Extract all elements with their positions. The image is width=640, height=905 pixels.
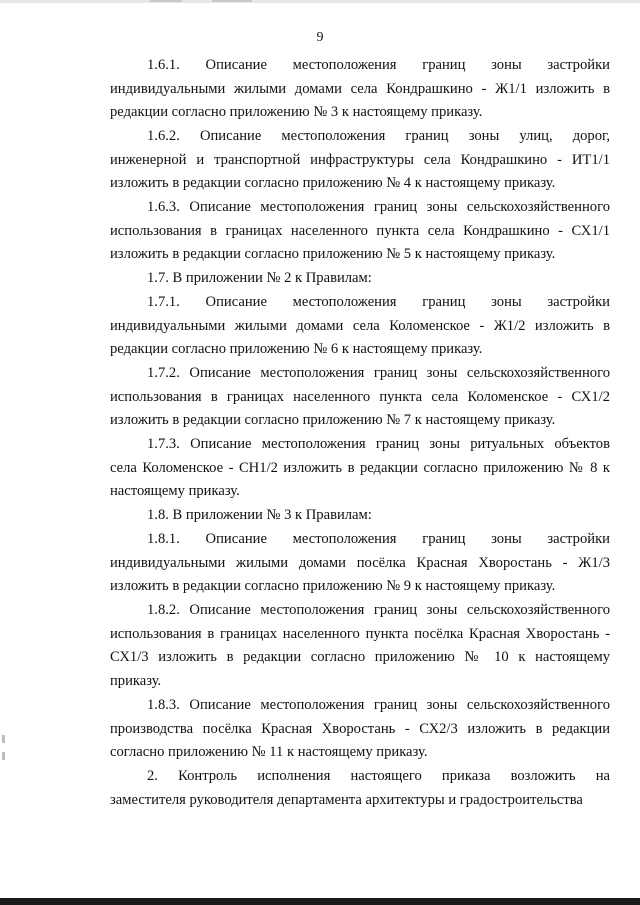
paragraph-line: изложить в редакции согласно приложению № 9 к настоящему приказу.: [110, 578, 556, 595]
paragraph-line: 1.6.3. Описание местоположения границ зоны сельскохозяйственного: [147, 199, 610, 215]
paragraph-1-8-1: [110, 528, 610, 599]
paragraph-line: индивидуальными жилыми домами села Кондрашкино - Ж1/1 изложить в: [110, 80, 610, 97]
paragraph-line: индивидуальными жилыми домами посёлка Красная Хворостань - Ж1/3: [110, 554, 610, 571]
scan-top-edge: [0, 0, 640, 3]
paragraph-line: редакции согласно приложению № 3 к настоящему приказу.: [110, 104, 483, 121]
paragraph-line: инженерной и транспортной инфраструктуры села Кондрашкино - ИТ1/1: [110, 151, 610, 168]
paragraph-1-7-2: [110, 362, 610, 433]
paragraph-line: села Коломенское - СН1/2 изложить в редакции согласно приложению № 8 к: [110, 459, 610, 476]
paragraph-line: 1.7.2. Описание местоположения границ зоны сельскохозяйственного: [147, 365, 610, 381]
paragraph-1-6-1: [110, 54, 610, 125]
paragraph-line: редакции согласно приложению № 6 к настоящему приказу.: [110, 341, 483, 358]
paragraph-2: [110, 765, 610, 812]
paragraph-line: 1.6.1. Описание местоположения границ зоны застройки: [147, 57, 610, 73]
scan-bottom-edge: [0, 898, 640, 905]
paragraph-line: 1.6.2. Описание местоположения границ зоны улиц, дорог,: [147, 128, 610, 144]
paragraph-line: настоящему приказу.: [110, 483, 240, 500]
paragraph-1-6-2: [110, 125, 610, 196]
page-number: 9: [316, 30, 324, 45]
scan-edge-mark: [2, 735, 5, 743]
paragraph-1-7-1: [110, 291, 610, 362]
paragraph-line: использования в границах населенного пункта посёлка Красная Хворостань -: [110, 625, 610, 642]
paragraph-line: заместителя руководителя департамента архитектуры и градостроительства: [110, 791, 583, 808]
paragraph-line: использования в границах населенного пункта села Кондрашкино - СХ1/1: [110, 222, 610, 239]
paragraph-line: СХ1/3 изложить в редакции согласно приложению № 10 к настоящему: [110, 649, 610, 666]
paragraph-line: 1.7.1. Описание местоположения границ зоны застройки: [147, 294, 610, 310]
paragraph-line: 1.8. В приложении № 3 к Правилам:: [147, 507, 372, 523]
paragraph-1-7: [110, 267, 610, 291]
paragraph-1-8-2: [110, 599, 610, 694]
paragraph-line: приказу.: [110, 673, 162, 690]
scan-artifact: [212, 0, 252, 2]
paragraph-1-8: [110, 504, 610, 528]
paragraph-line: 1.8.1. Описание местоположения границ зоны застройки: [147, 531, 610, 547]
paragraph-line: 1.8.3. Описание местоположения границ зоны сельскохозяйственного: [147, 697, 610, 713]
paragraph-1-7-3: [110, 433, 610, 504]
paragraph-line: производства посёлка Красная Хворостань - СХ2/3 изложить в редакции: [110, 720, 610, 737]
paragraph-line: 2. Контроль исполнения настоящего приказа возложить на: [147, 768, 610, 784]
paragraph-1-8-3: [110, 694, 610, 765]
paragraph-line: использования в границах населенного пункта села Коломенское - СХ1/2: [110, 388, 610, 405]
scan-edge-mark: [2, 752, 5, 760]
paragraph-line: согласно приложению № 11 к настоящему приказу.: [110, 744, 428, 761]
paragraph-line: изложить в редакции согласно приложению № 4 к настоящему приказу.: [110, 175, 556, 192]
paragraph-1-6-3: [110, 196, 610, 267]
paragraph-line: изложить в редакции согласно приложению № 5 к настоящему приказу.: [110, 246, 556, 263]
paragraph-line: индивидуальными жилыми домами села Коломенское - Ж1/2 изложить в: [110, 317, 610, 334]
paragraph-line: 1.7. В приложении № 2 к Правилам:: [147, 270, 372, 286]
paragraph-line: изложить в редакции согласно приложению № 7 к настоящему приказу.: [110, 412, 556, 429]
scan-artifact: [150, 0, 182, 2]
paragraph-line: 1.8.2. Описание местоположения границ зоны сельскохозяйственного: [147, 602, 610, 618]
paragraph-line: 1.7.3. Описание местоположения границ зоны ритуальных объектов: [147, 436, 610, 452]
